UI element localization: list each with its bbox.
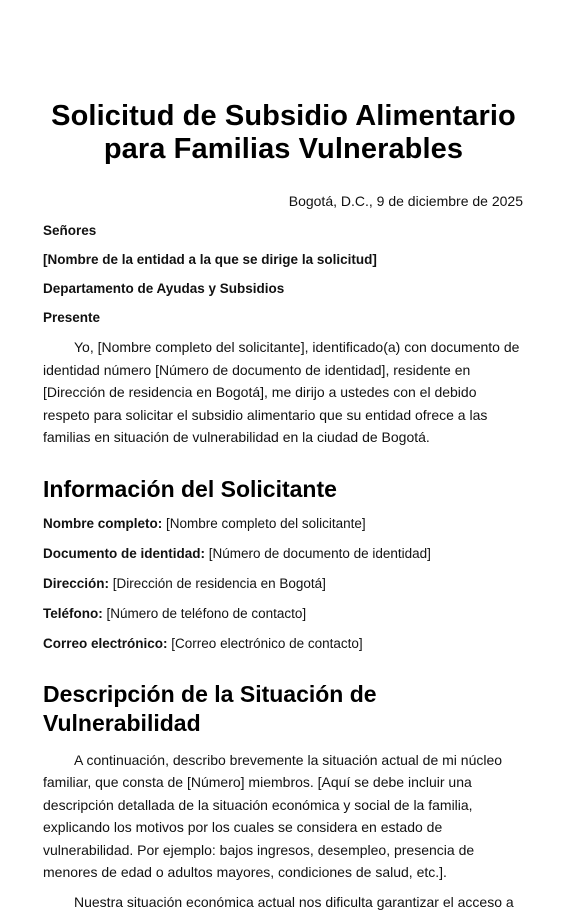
address-line-recipient: Señores: [43, 222, 524, 240]
title-line-2: para Familias Vulnerables: [104, 133, 463, 165]
field-value: [Número de teléfono de contacto]: [107, 606, 307, 621]
field-label: Teléfono:: [43, 606, 103, 621]
field-id-document: [43, 545, 524, 563]
field-value: [Nombre completo del solicitante]: [166, 516, 366, 531]
description-paragraph-1: A continuación, describo brevemente la situación actual de mi núcleo familiar, que consta de [Número] miembros. [Aquí se debe incluir una descripción detallada de la situación económica y social de la familia, explicando los motivos por los cuales se considera en estado de vulnerabilidad. Por ejemplo: bajos ingresos, desempleo, presencia de menores de edad o adultos mayores, condiciones de salud, etc.].: [43, 749, 524, 884]
date-line: Bogotá, D.C., 9 de diciembre de 2025: [43, 191, 524, 211]
section-heading-applicant-info: Información del Solicitante: [43, 475, 524, 504]
field-value: [Correo electrónico de contacto]: [171, 636, 362, 651]
description-paragraph-2: Nuestra situación económica actual nos dificulta garantizar el acceso a: [43, 891, 524, 913]
document-title: [43, 100, 524, 166]
field-phone: [43, 605, 524, 623]
field-label: Correo electrónico:: [43, 636, 168, 651]
address-line-department: Departamento de Ayudas y Subsidios: [43, 280, 524, 298]
field-label: Dirección:: [43, 576, 109, 591]
section-heading-vulnerability: Descripción de la Situación de Vulnerabilidad: [43, 680, 524, 738]
field-value: [Dirección de residencia en Bogotá]: [113, 576, 326, 591]
field-label: Nombre completo:: [43, 516, 162, 531]
address-line-presente: Presente: [43, 309, 524, 327]
intro-paragraph: Yo, [Nombre completo del solicitante], identificado(a) con documento de identidad número [Número de documento de identidad], residente en [Dirección de residencia en Bogotá], me dirijo a ustedes con el debido respeto para solicitar el subsidio alimentario que su entidad ofrece a las familias en situación de vulnerabilidad en la ciudad de Bogotá.: [43, 336, 524, 449]
field-full-name: [43, 515, 524, 533]
field-email: [43, 635, 524, 653]
field-label: Documento de identidad:: [43, 546, 205, 561]
field-value: [Número de documento de identidad]: [209, 546, 431, 561]
field-address: [43, 575, 524, 593]
address-line-entity: [Nombre de la entidad a la que se dirige la solicitud]: [43, 251, 524, 269]
title-line-1: Solicitud de Subsidio Alimentario: [51, 100, 516, 132]
